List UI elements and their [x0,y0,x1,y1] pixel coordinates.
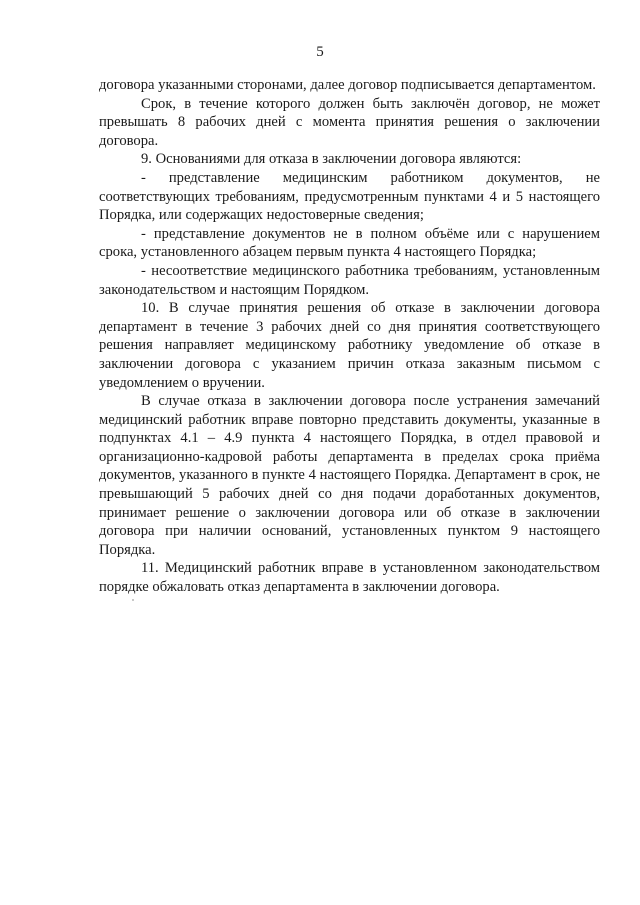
page-number: 5 [316,44,324,60]
paragraph-item-9-ground-3: - несоответствие медицинского работника требованиям, установленным законодательством и настоящим Порядком. [99,262,600,298]
paragraph-term: Срок, в течение которого должен быть заключён договор, не может превышать 8 рабочих дней с момента принятия решения о заключении договора. [99,95,600,149]
paragraph-item-9: 9. Основаниями для отказа в заключении договора являются: [141,151,522,168]
paragraph-item-10: 10. В случае принятия решения об отказе в заключении договора департамент в течение 3 рабочих дней со дня принятия соответствующего решения направляет медицинскому работнику уведомление об отказе в заключении договора с указанием причин отказа заказным письмом с уведомлением о вручении. [99,300,600,391]
paragraph-item-11: 11. Медицинский работник вправе в установленном законодательством порядке обжаловать отказ департамента в заключении договора. [99,560,600,596]
document-body [99,76,600,597]
paragraph-item-9-ground-2: - представление документов не в полном объёме или с нарушением срока, установленного абзацем первым пункта 4 настоящего Порядка; [99,225,600,261]
paragraph-continuation: договора указанными сторонами, далее договор подписывается департаментом. [99,77,596,93]
scan-speck [132,599,134,601]
paragraph-resubmission: В случае отказа в заключении договора после устранения замечаний медицинский работник вправе повторно представить документы, указанные в подпунктах 4.1 – 4.9 пункта 4 настоящего Порядка, в отдел правовой и организационно-кадровой работы департамента в пределах срока приёма документов, указанного в пункте 4 настоящего Порядка. Департамент в срок, не превышающий 5 рабочих дней со дня подачи доработанных документов, принимает решение о заключении договора или об отказе в заключении договора при наличии оснований, установленных пунктом 9 настоящего Порядка. [99,393,600,558]
paragraph-item-9-ground-1: - представление медицинским работником документов, не соответствующих требованиям, предусмотренным пунктами 4 и 5 настоящего Порядка, или содержащих недостоверные сведения; [99,169,600,224]
